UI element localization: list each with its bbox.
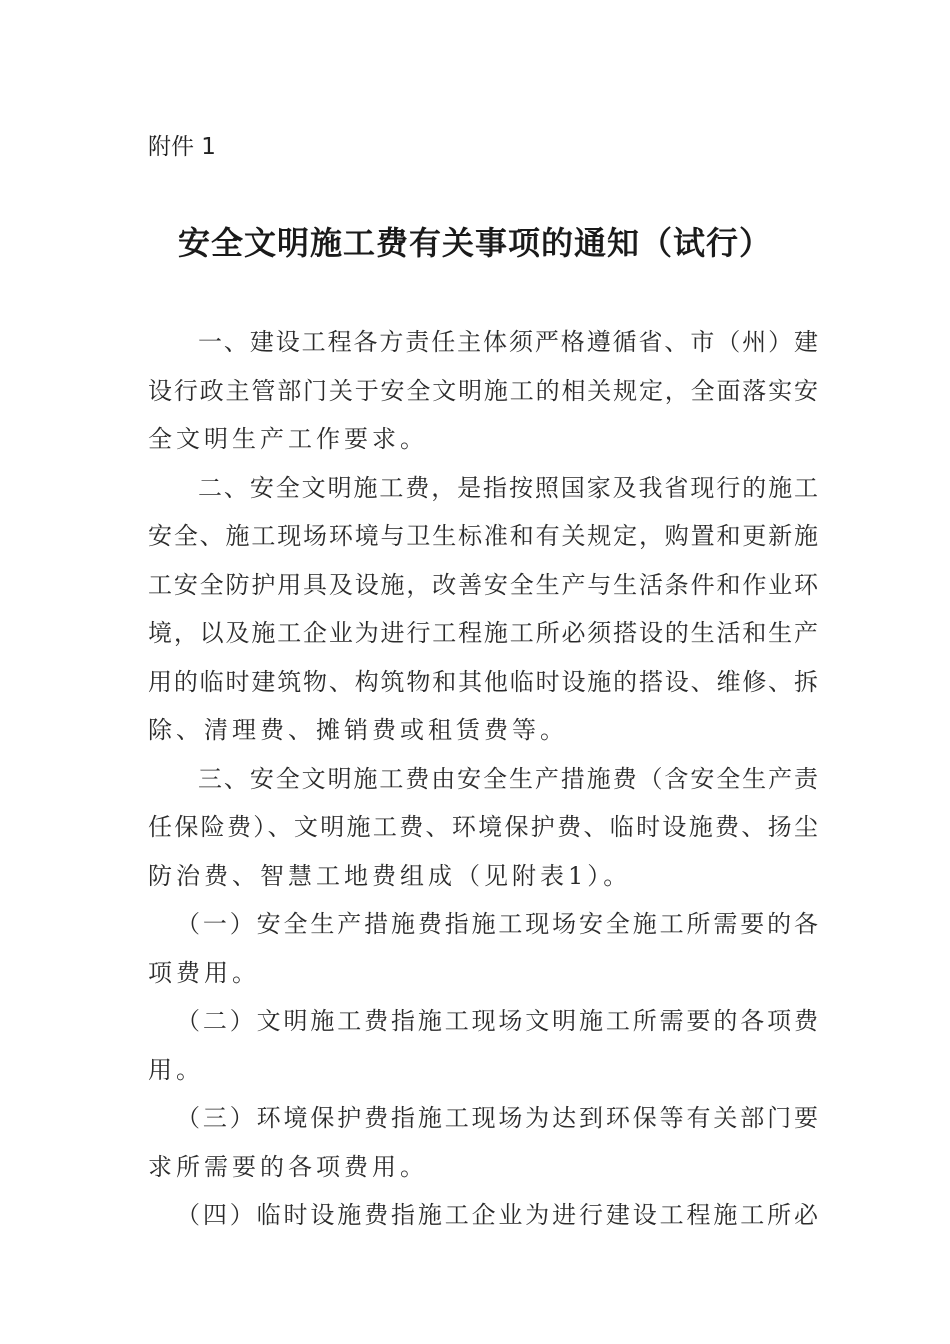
paragraph-line: （一）安全生产措施费指施工现场安全施工所需要的各 — [176, 910, 818, 938]
paragraph-line: 用。 — [148, 1055, 204, 1084]
paragraph-line: （二）文明施工费指施工现场文明施工所需要的各项费 — [176, 1007, 818, 1035]
paragraph-line: 工安全防护用具及设施，改善安全生产与生活条件和作业环 — [148, 570, 818, 599]
document-title: 安全文明施工费有关事项的通知（试行） — [177, 224, 772, 262]
paragraph — [148, 1001, 818, 1098]
paragraph-line: 设行政主管部门关于安全文明施工的相关规定，全面落实安 — [148, 376, 818, 405]
paragraph — [148, 322, 818, 468]
paragraph — [148, 1098, 818, 1195]
paragraph-line: 一、建设工程各方责任主体须严格遵循省、市（州）建 — [198, 328, 818, 356]
paragraph — [148, 904, 818, 1001]
paragraph-line: 用的临时建筑物、构筑物和其他临时设施的搭设、维修、拆 — [148, 667, 818, 696]
attachment-label: 附件 1 — [148, 134, 216, 160]
document-body — [148, 322, 818, 1244]
paragraph-line: 三、安全文明施工费由安全生产措施费（含安全生产责 — [198, 764, 818, 793]
paragraph — [148, 1195, 818, 1244]
paragraph-line: 防治费、智慧工地费组成（见附表1）。 — [148, 861, 632, 890]
paragraph — [148, 759, 818, 905]
paragraph-line: 全文明生产工作要求。 — [148, 425, 428, 453]
paragraph-line: 安全、施工现场环境与卫生标准和有关规定，购置和更新施 — [148, 522, 818, 550]
paragraph-line: 境，以及施工企业为进行工程施工所必须搭设的生活和生产 — [148, 619, 818, 647]
paragraph — [148, 468, 818, 759]
paragraph-line: 项费用。 — [148, 958, 260, 987]
paragraph-line: 除、清理费、摊销费或租赁费等。 — [148, 716, 568, 744]
paragraph-line: （四）临时设施费指施工企业为进行建设工程施工所必 — [176, 1201, 818, 1229]
paragraph-line: 二、安全文明施工费，是指按照国家及我省现行的施工 — [198, 473, 818, 502]
paragraph-line: （三）环境保护费指施工现场为达到环保等有关部门要 — [176, 1104, 818, 1132]
paragraph-line: 求所需要的各项费用。 — [148, 1152, 428, 1181]
paragraph-line: 任保险费）、文明施工费、环境保护费、临时设施费、扬尘 — [148, 813, 818, 841]
